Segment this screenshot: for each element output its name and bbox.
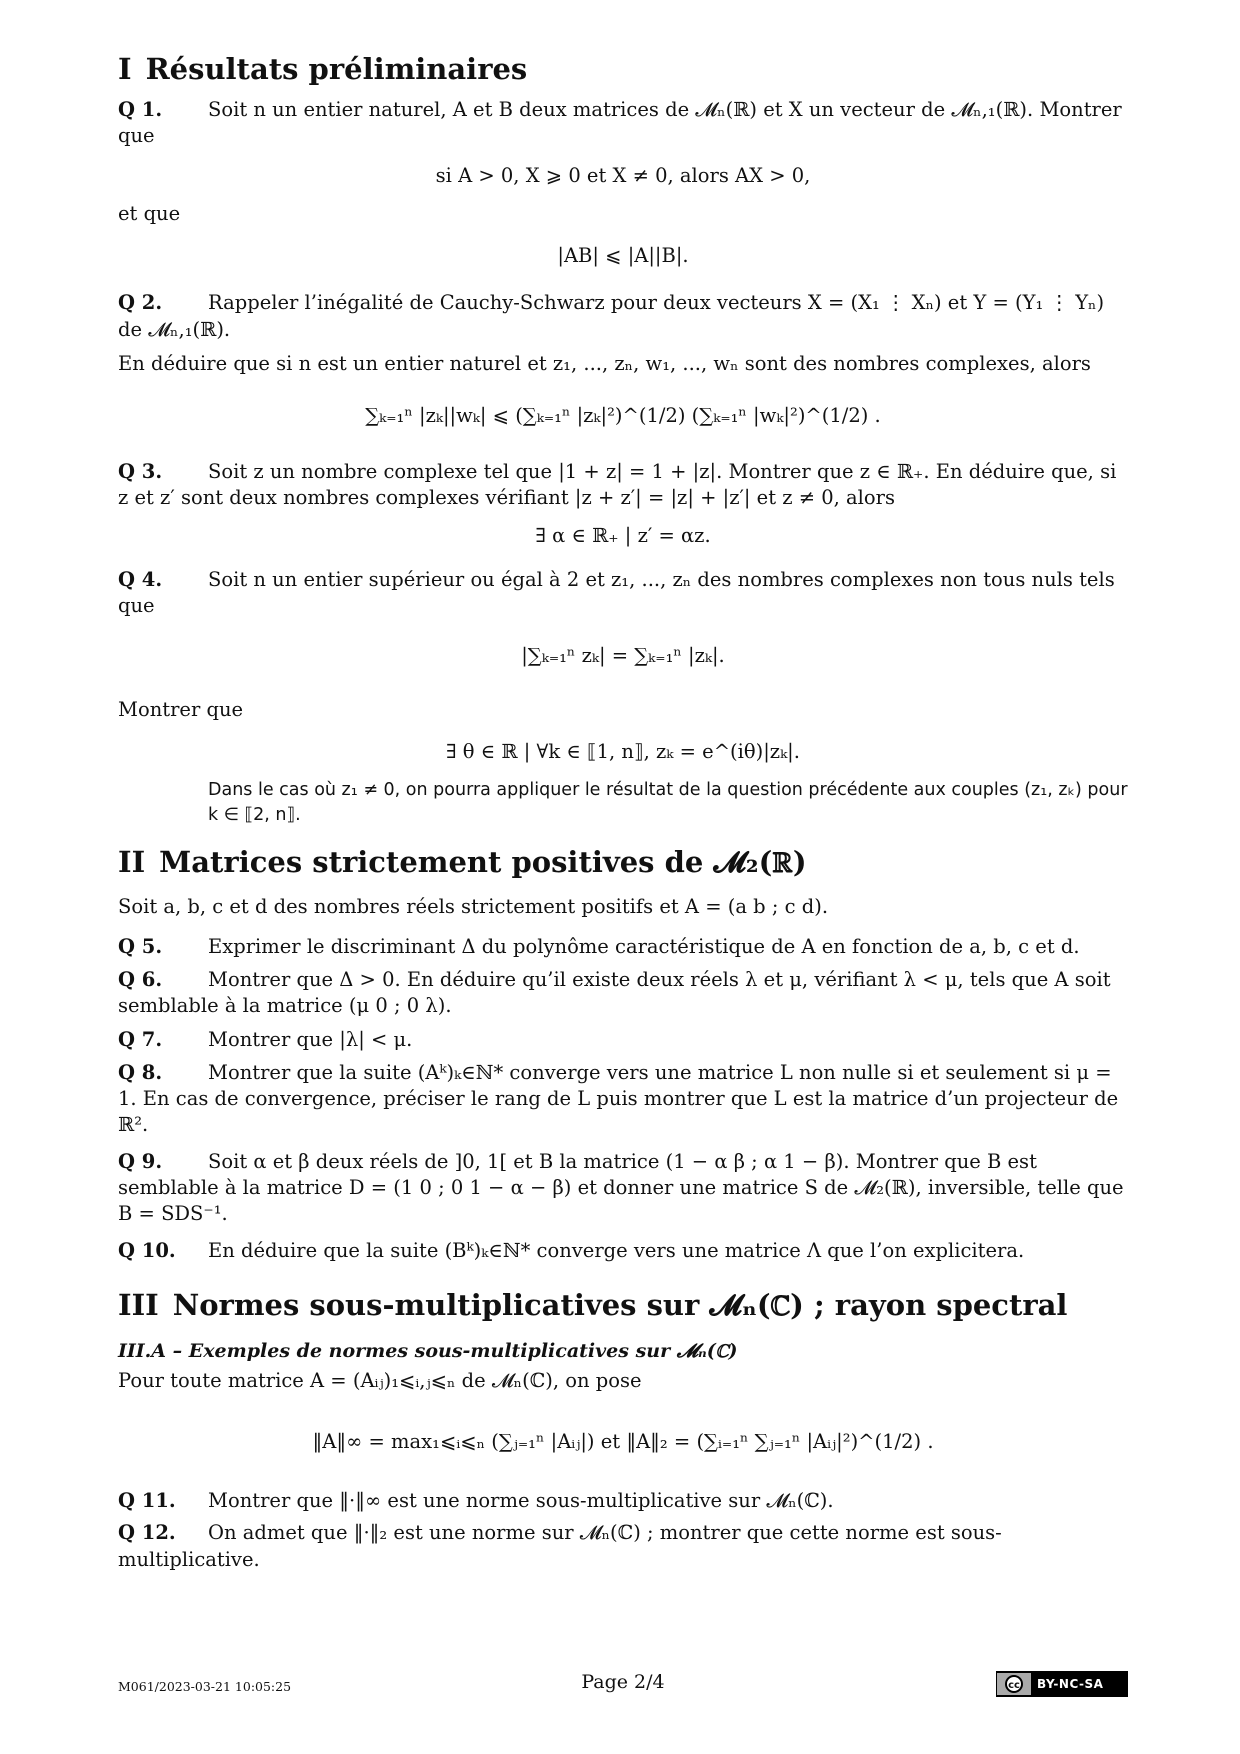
question-7 bbox=[118, 1027, 1128, 1053]
question-8 bbox=[118, 1060, 1128, 1139]
question-label: Q 11. bbox=[118, 1488, 176, 1512]
page-number: Page 2/4 bbox=[581, 1671, 665, 1693]
question-text: Exprimer le discriminant Δ du polynôme caractéristique de A en fonction de a, b, c et d. bbox=[208, 935, 1080, 959]
question-text: Soit α et β deux réels de ]0, 1[ et B la matrice (1 − α β ; α 1 − β). Montrer que B est semblable à la matrice D = (1 0 ; 0 1 − α − β) et donner une matrice S de 𝓜₂(ℝ), inversible, telle que B = SDS⁻¹. bbox=[118, 1149, 1124, 1226]
license-label: BY-NC-SA bbox=[1037, 1677, 1104, 1691]
question-5 bbox=[118, 934, 1128, 960]
question-label: Q 12. bbox=[118, 1521, 176, 1545]
section-title: Résultats préliminaires bbox=[145, 52, 528, 86]
question-label: Q 6. bbox=[118, 967, 163, 991]
document-stamp: M061/2023-03-21 10:05:25 bbox=[118, 1679, 292, 1694]
question-6 bbox=[118, 967, 1128, 1020]
question-text: Rappeler l’inégalité de Cauchy-Schwarz pour deux vecteurs X = (X₁ ⋮ Xₙ) et Y = (Y₁ ⋮ Yₙ) de 𝓜ₙ,₁(ℝ). bbox=[118, 291, 1105, 341]
question-label: Q 3. bbox=[118, 459, 163, 483]
section-number: III bbox=[118, 1287, 159, 1322]
question-text: Montrer que Δ > 0. En déduire qu’il existe deux réels λ et μ, vérifiant λ < μ, tels que A soit semblable à la matrice (μ 0 ; 0 λ). bbox=[118, 967, 1111, 1018]
question-10 bbox=[118, 1238, 1128, 1264]
question-3 bbox=[118, 459, 1128, 512]
question-1 bbox=[118, 97, 1128, 150]
section-2-heading bbox=[118, 845, 1128, 880]
question-9 bbox=[118, 1149, 1128, 1228]
question-12 bbox=[118, 1520, 1128, 1573]
subsection-title: III.A – Exemples de normes sous-multiplicatives sur 𝓜ₙ(ℂ) bbox=[118, 1339, 738, 1362]
question-label: Q 1. bbox=[118, 97, 163, 121]
display-math: ∑ₖ₌₁ⁿ |zₖ||wₖ| ⩽ (∑ₖ₌₁ⁿ |zₖ|²)^(1/2) (∑ₖ₌₁ⁿ |wₖ|²)^(1/2) . bbox=[365, 404, 881, 428]
section-1-heading bbox=[118, 52, 1128, 87]
cc-icon: cc bbox=[997, 1673, 1031, 1695]
question-text: On admet que ‖·‖₂ est une norme sur 𝓜ₙ(ℂ) ; montrer que cette norme est sous-multiplicative. bbox=[118, 1521, 1002, 1571]
question-label: Q 9. bbox=[118, 1149, 163, 1173]
question-text: Soit n un entier supérieur ou égal à 2 et z₁, ..., zₙ des nombres complexes non tous nuls tels que bbox=[118, 567, 1115, 617]
question-text: Montrer que la suite (Aᵏ)ₖ∈ℕ* converge vers une matrice L non nulle si et seulement si μ = 1. En cas de convergence, préciser le rang de L puis montrer que L est la matrice d’un projecteur de ℝ². bbox=[118, 1060, 1119, 1137]
display-math: si A > 0, X ⩾ 0 et X ≠ 0, alors AX > 0, bbox=[435, 164, 811, 188]
section-number: II bbox=[118, 845, 146, 880]
license-badge bbox=[996, 1671, 1128, 1697]
question-11 bbox=[118, 1488, 1128, 1514]
question-text: Soit n un entier naturel, A et B deux matrices de 𝓜ₙ(ℝ) et X un vecteur de 𝓜ₙ,₁(ℝ). Montrer que bbox=[118, 97, 1122, 148]
paragraph: et que bbox=[118, 201, 181, 225]
section-3-heading bbox=[118, 1288, 1128, 1323]
hint-text: Dans le cas où z₁ ≠ 0, on pourra appliquer le résultat de la question précédente aux couples (z₁, zₖ) pour k ∈ ⟦2, n⟧. bbox=[208, 780, 1128, 825]
display-math: ∃ θ ∈ ℝ | ∀k ∈ ⟦1, n⟧, zₖ = e^(iθ)|zₖ|. bbox=[446, 739, 800, 763]
display-math: |AB| ⩽ |A||B|. bbox=[557, 244, 689, 268]
display-math: ‖A‖∞ = max₁⩽ᵢ⩽ₙ (∑ⱼ₌₁ⁿ |Aᵢⱼ|) et ‖A‖₂ = (∑ᵢ₌₁ⁿ ∑ⱼ₌₁ⁿ |Aᵢⱼ|²)^(1/2) . bbox=[312, 1429, 934, 1453]
question-text: Montrer que ‖·‖∞ est une norme sous-multiplicative sur 𝓜ₙ(ℂ). bbox=[208, 1488, 834, 1512]
question-text: En déduire que la suite (Bᵏ)ₖ∈ℕ* converge vers une matrice Λ que l’on explicitera. bbox=[208, 1238, 1025, 1262]
section-number: I bbox=[118, 52, 132, 86]
paragraph: Soit a, b, c et d des nombres réels strictement positifs et A = (a b ; c d). bbox=[118, 895, 829, 919]
page-footer bbox=[118, 1671, 1128, 1701]
question-label: Q 8. bbox=[118, 1060, 163, 1084]
paragraph: En déduire que si n est un entier naturel et z₁, ..., zₙ, w₁, ..., wₙ sont des nombres complexes, alors bbox=[118, 352, 1091, 376]
display-math: |∑ₖ₌₁ⁿ zₖ| = ∑ₖ₌₁ⁿ |zₖ|. bbox=[521, 644, 725, 668]
question-label: Q 7. bbox=[118, 1028, 163, 1052]
paragraph: Pour toute matrice A = (Aᵢⱼ)₁⩽ᵢ,ⱼ⩽ₙ de 𝓜ₙ(ℂ), on pose bbox=[118, 1369, 642, 1393]
question-label: Q 10. bbox=[118, 1238, 176, 1262]
section-title: Normes sous-multiplicatives sur 𝓜ₙ(ℂ) ; rayon spectral bbox=[172, 1287, 1068, 1322]
paragraph: Montrer que bbox=[118, 697, 244, 721]
question-2 bbox=[118, 290, 1128, 343]
document-page bbox=[118, 52, 1128, 1573]
question-4 bbox=[118, 567, 1128, 620]
question-text: Soit z un nombre complexe tel que |1 + z| = 1 + |z|. Montrer que z ∈ ℝ₊. En déduire que, si z et z′ sont deux nombres complexes vérifiant |z + z′| = |z| + |z′| et z ≠ 0, alors bbox=[118, 459, 1117, 510]
display-math: ∃ α ∈ ℝ₊ | z′ = αz. bbox=[535, 524, 711, 548]
question-text: Montrer que |λ| < μ. bbox=[208, 1028, 413, 1052]
question-label: Q 2. bbox=[118, 291, 163, 315]
section-title: Matrices strictement positives de 𝓜₂(ℝ) bbox=[159, 845, 807, 880]
question-label: Q 4. bbox=[118, 567, 163, 591]
question-label: Q 5. bbox=[118, 935, 163, 959]
